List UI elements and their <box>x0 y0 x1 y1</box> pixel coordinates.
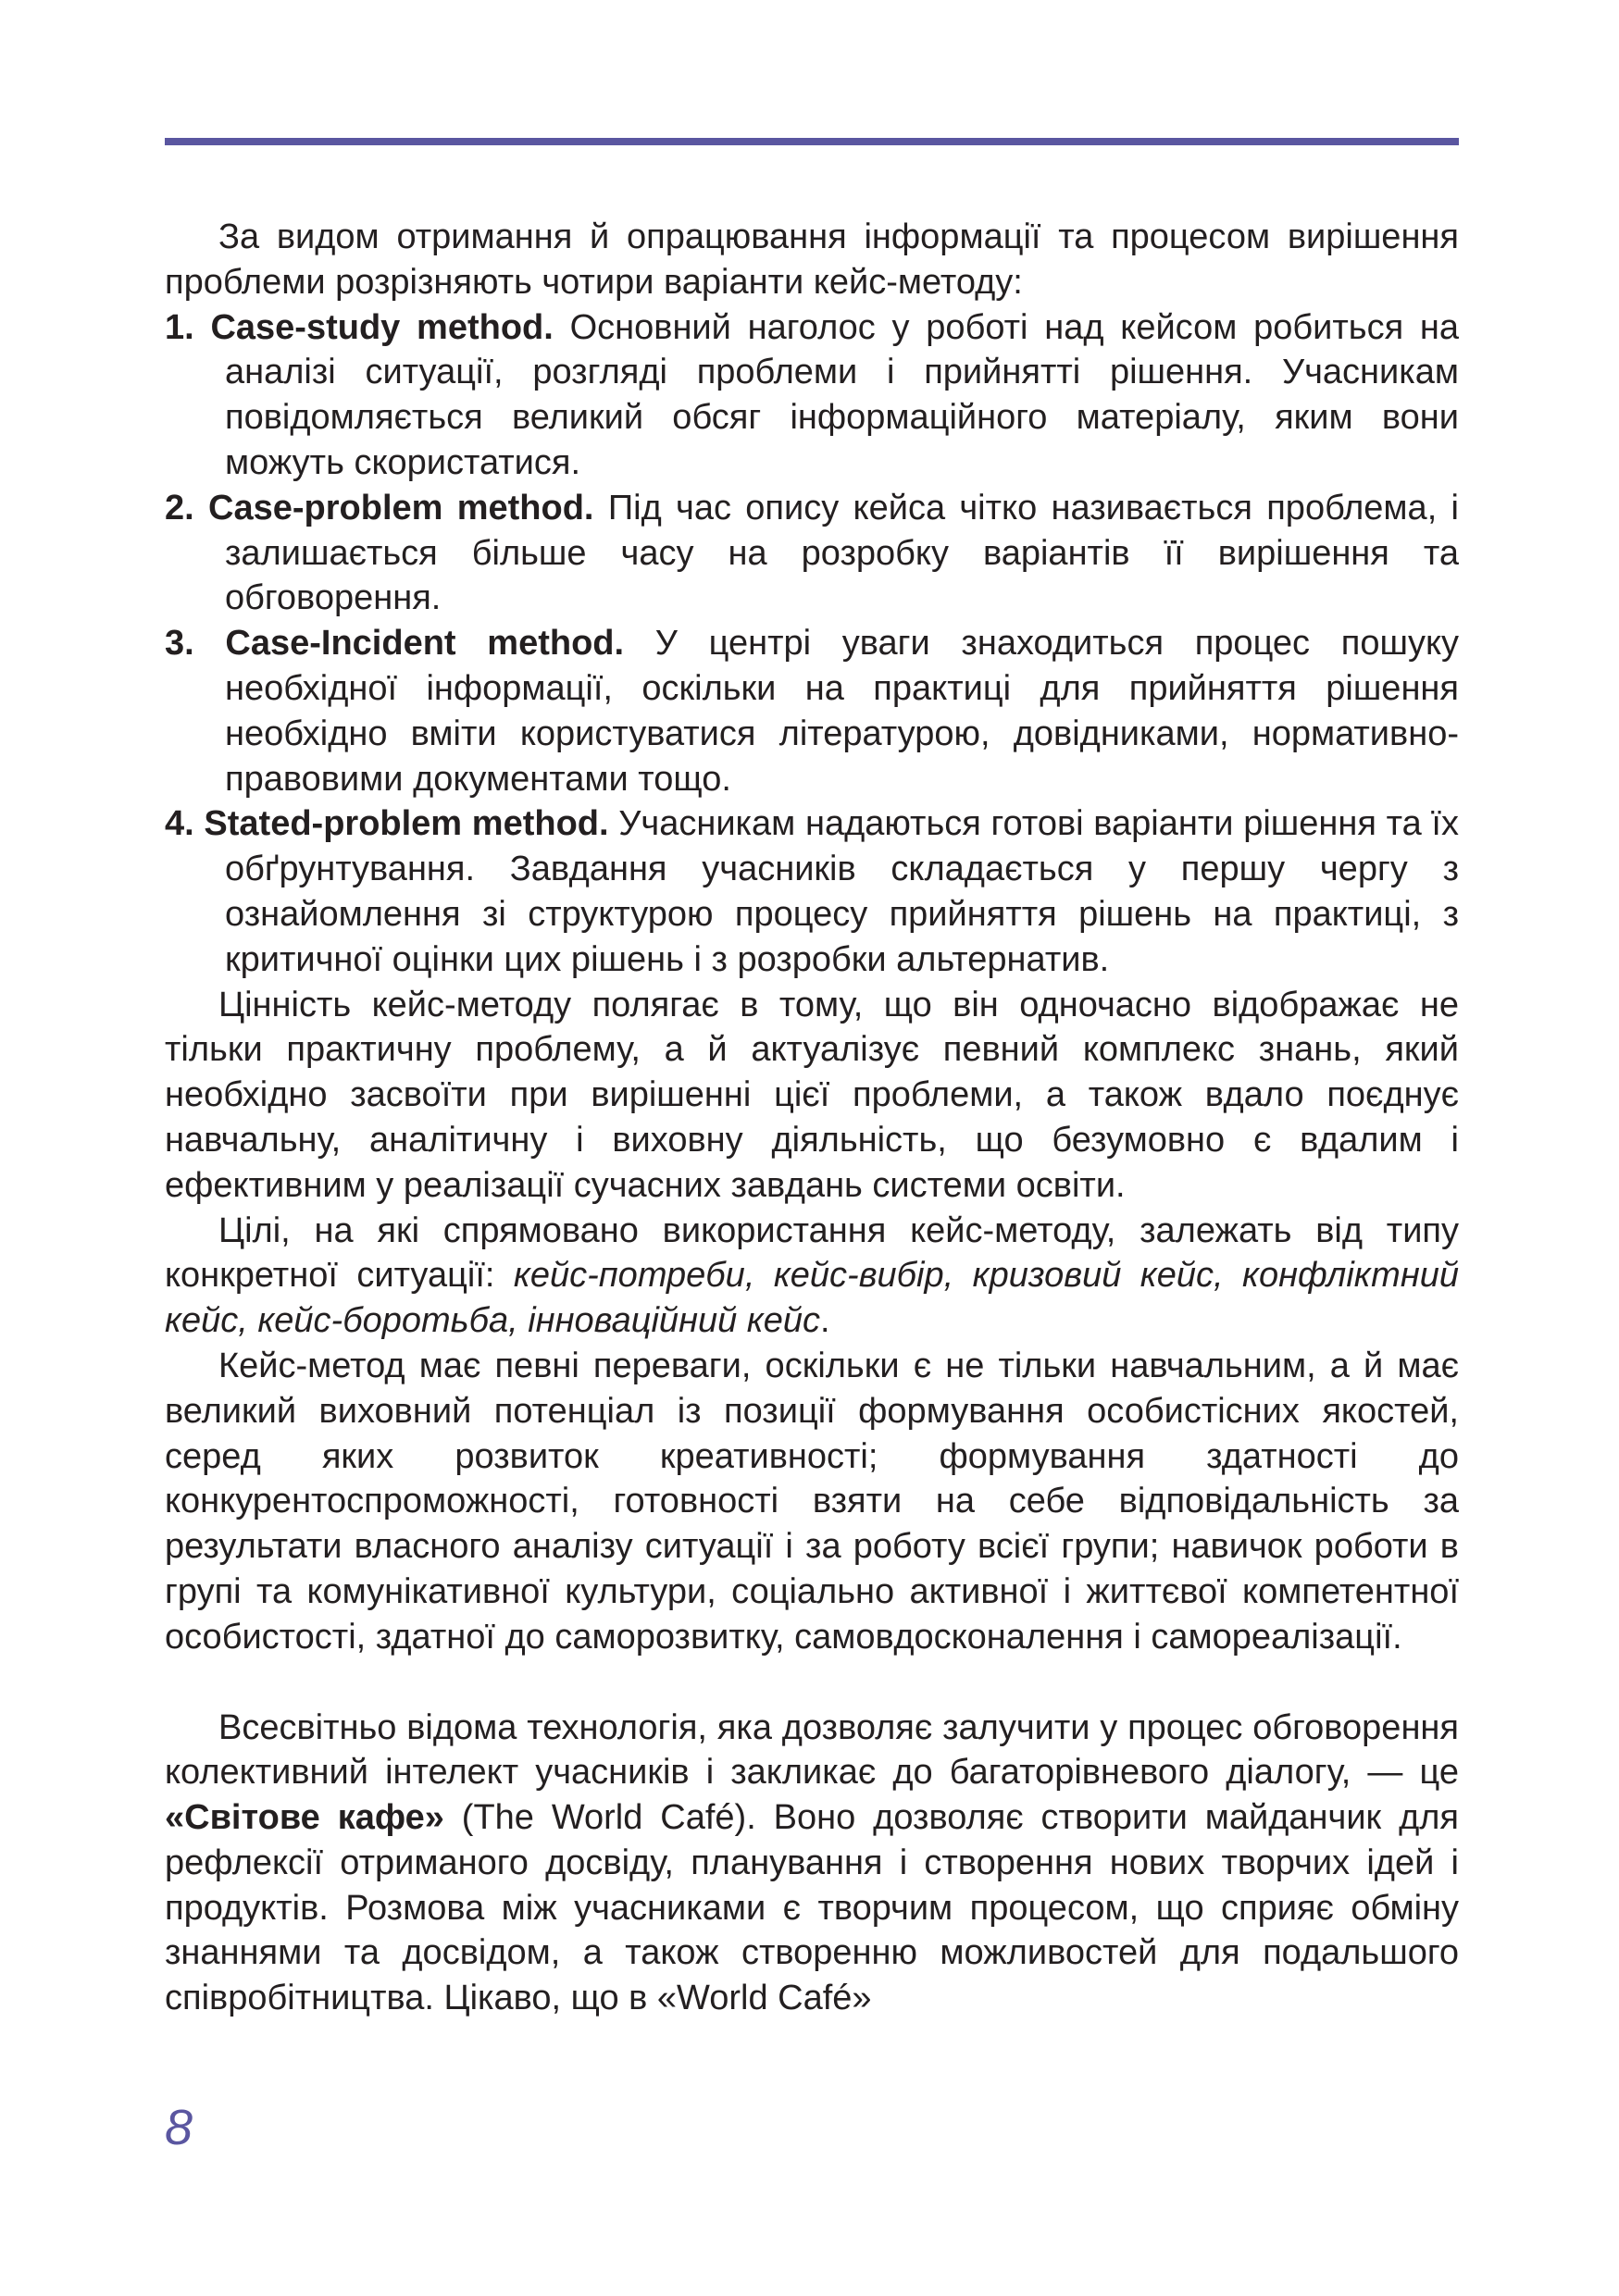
method-text: Під час опису кейса чітко називається проблема, і залишається більше часу на розробку варіантів її вирішення та обговорення. <box>225 488 1460 618</box>
intro-paragraph: За видом отримання й опрацювання інформації та процесом вирішення проблеми розрізняють чотири варіанти кейс-методу: <box>165 217 1459 302</box>
method-title: 4. Stated-problem method. <box>165 804 609 844</box>
method-item-2 <box>165 486 1459 621</box>
method-text: Основний наголос у роботі над кейсом робиться на аналізі ситуації, розгляді проблеми і прийнятті рішення. Учасникам повідомляється великий обсяг інформаційного матеріалу, яким вони можуть скористатися. <box>225 307 1460 482</box>
world-cafe-paragraph: Всесвітньо відома технологія, яка дозволяє залучити у процес обговорення колективний інтелект учасників і закликає до багаторівневого діалогу, — це «Світове кафе» (The World Café). Воно дозволяє створити майданчик для рефлексії отриманого досвіду, планування і створення нових творчих ідей і продуктів. Розмова між учасниками є творчим процесом, що сприяє обміну знаннями та досвідом, а також створенню можливостей для подальшого співробітництва. Цікаво, що в «World Café» <box>165 1707 1459 2018</box>
world-cafe-term: «Світове кафе» <box>165 1798 444 1838</box>
value-paragraph: Цінність кейс-методу полягає в тому, що він одночасно відображає не тільки практичну проблему, а й актуалізує певний комплекс знань, який необхідно засвоїти при вирішенні цієї проблеми, а також вдало поєднує навчальну, аналітичну і виховну діяльність, що безумовно є вдалим і ефективним у реалізації сучасних завдань системи освіти. <box>165 985 1459 1205</box>
case-types-italic: кейс-потреби, кейс-вибір, кризовий кейс, конфліктний кейс, кейс-боротьба, інноваційний кейс <box>165 1256 1459 1341</box>
method-title: 2. Case-problem method. <box>165 488 594 527</box>
page-body <box>165 215 1459 2021</box>
method-text: У центрі уваги знаходиться процес пошуку необхідної інформації, оскільки на практиці для прийняття рішення необхідно вміти користуватися літературою, довідниками, нормативно-правовими документами тощо. <box>225 624 1459 799</box>
section-gap <box>165 1660 1459 1706</box>
method-text: Учасникам надаються готові варіанти рішення та їх обґрунтування. Завдання учасників складається у першу чергу з ознайомлення зі структурою процесу прийняття рішень на практиці, з критичної оцінки цих рішень і з розробки альтернатив. <box>225 804 1459 979</box>
method-title: 1. Case-study method. <box>165 307 554 347</box>
goals-paragraph: Цілі, на які спрямовано використання кейс-методу, залежать від типу конкретної ситуації: кейс-потреби, кейс-вибір, кризовий кейс, конфліктний кейс, кейс-боротьба, інноваційний кейс. <box>165 1210 1459 1341</box>
method-item-3 <box>165 621 1459 801</box>
method-item-1 <box>165 305 1459 486</box>
advantages-paragraph: Кейс-метод має певні переваги, оскільки є не тільки навчальним, а й має великий виховний потенціал із позиції формування особистісних якостей, серед яких розвиток креативності; формування здатності до конкурентоспроможності, готовності взяти на себе відповідальність за результати власного аналізу ситуації і за роботу всієї групи; навичок роботи в групі та комунікативної культури, соціально активної і життєвої компетентної особистості, здатної до саморозвитку, самовдосконалення і самореалізації. <box>165 1346 1459 1657</box>
method-title: 3. Case-Incident method. <box>165 624 625 664</box>
page-number: 8 <box>165 2100 193 2155</box>
top-rule <box>165 138 1459 145</box>
method-item-4 <box>165 801 1459 982</box>
